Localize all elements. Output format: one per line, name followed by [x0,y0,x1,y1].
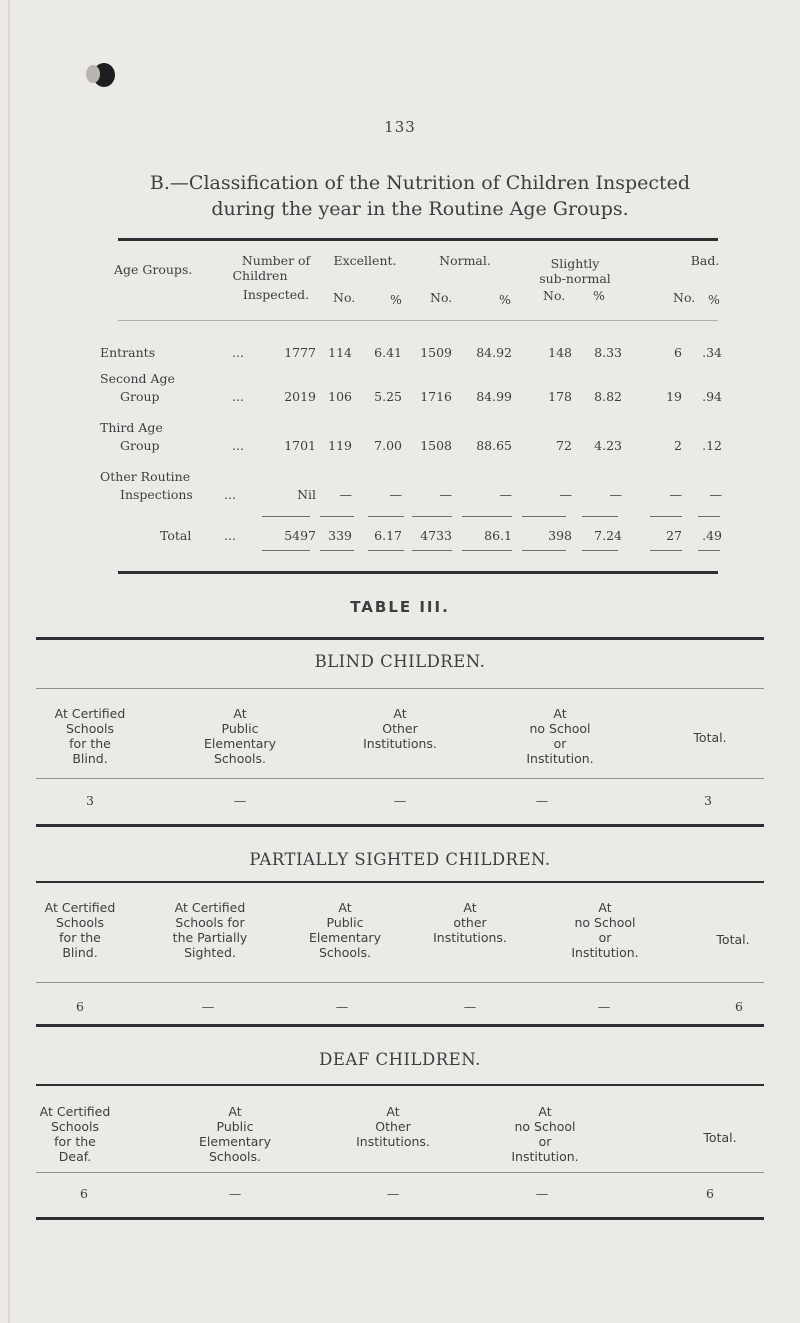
blind-value: — [233,793,247,808]
cell-bad-no: 2 [674,438,682,453]
partial-title-rule [36,881,764,883]
deaf-col1-line: At Certified [39,1104,111,1119]
cell-slight-pct: 8.33 [594,345,622,360]
cell-exc-pct: 5.25 [374,389,402,404]
cell-slight-no: 178 [548,389,572,404]
partial-col2-line: the Partially [172,930,248,945]
col-head-normal: Normal. [439,253,491,268]
row-leader: ... [224,487,236,502]
partial-value: — [463,999,477,1014]
blind-col2-line: Public [221,721,259,736]
cell-exc-pct: 6.41 [374,345,402,360]
row-label: Other Routine [100,469,191,484]
col-head-norm-no: No. [430,290,453,305]
blind-top-rule [36,637,764,640]
deaf-value: 6 [80,1186,88,1201]
total-bad-no: 27 [666,528,682,543]
col-head-number-2: Children [232,268,288,283]
cell-norm-pct: 84.92 [476,345,512,360]
partial-col1-line: Schools [55,915,104,930]
cell-inspected: 1701 [284,438,316,453]
deaf-col4-line: Institution. [511,1149,579,1164]
cell-inspected: 2019 [284,389,316,404]
partial-value: 6 [735,999,743,1014]
partial-value: — [201,999,215,1014]
col-head-bad-no: No. [673,290,696,305]
deaf-col4-line: no School [514,1119,576,1134]
partial-col3-line: Schools. [319,945,371,960]
table-iii-title: TABLE III. [350,598,450,616]
blind-col-certified [30,706,150,766]
cell-exc-no: 106 [328,389,352,404]
cell-inspected: 1777 [284,345,316,360]
col-head-number-1: Number of [241,253,311,268]
cell-bad-pct: .34 [702,345,722,360]
partial-bottom-rule [36,1024,764,1027]
cell-norm-no: 1716 [420,389,452,404]
cell-norm-no: 1508 [420,438,452,453]
blind-col-other [340,706,460,751]
partial-col2-line: Schools for [175,915,245,930]
partial-col5-line: or [598,930,612,945]
blind-col2-line: Schools. [214,751,266,766]
deaf-col3-line: At [386,1104,400,1119]
blind-value: — [393,793,407,808]
total-exc-pct: 6.17 [374,528,402,543]
blind-title-rule [36,688,764,689]
blind-col-total: Total. [693,730,727,745]
col-head-slight-pct: % [593,288,605,303]
partial-value: — [335,999,349,1014]
row-leader: ... [232,389,244,404]
blind-col1-line: Schools [65,721,114,736]
deaf-col-total: Total. [703,1130,737,1145]
blind-header-rule [36,778,764,779]
blind-col4-line: no School [529,721,591,736]
cell-bad-pct: — [709,487,722,502]
cell-exc-no: — [339,487,352,502]
col-head-slight-no: No. [543,288,566,303]
cell-exc-pct: 7.00 [374,438,402,453]
deaf-col2-line: Public [216,1119,254,1134]
deaf-col1-line: Schools [50,1119,99,1134]
partial-col4-line: other [453,915,487,930]
blind-title: BLIND CHILDREN. [314,652,486,671]
blind-col4-line: or [553,736,567,751]
partial-header-rule [36,982,764,983]
cell-norm-pct: 88.65 [476,438,512,453]
cell-bad-no: — [669,487,682,502]
total-slight-pct: 7.24 [594,528,622,543]
partial-col3-line: Elementary [309,930,381,945]
partial-col-certified-partial [150,900,270,960]
partial-col4-line: At [463,900,477,915]
total-bad-pct: .49 [702,528,722,543]
cell-norm-pct: — [499,487,512,502]
col-head-exc-pct: % [390,292,402,307]
col-head-slightly-1: Slightly [550,256,600,271]
partial-col-total: Total. [716,932,750,947]
blind-col3-line: At [393,706,407,721]
deaf-value: — [535,1186,549,1201]
cell-slight-pct: — [609,487,622,502]
total-exc-no: 339 [328,528,352,543]
deaf-col4-line: At [538,1104,552,1119]
heading-line-1: B.—Classification of the Nutrition of Children Inspected [149,172,691,194]
deaf-col1-line: for the [54,1134,96,1149]
blind-col1-line: At Certified [54,706,126,721]
col-head-exc-no: No. [333,290,356,305]
ink-blot [84,62,118,88]
partial-col-certified-blind [30,900,130,960]
partial-col-other [410,900,530,945]
partial-col1-line: for the [59,930,101,945]
blind-col2-line: Elementary [204,736,276,751]
deaf-col1-line: Deaf. [58,1149,92,1164]
deaf-header-rule [36,1172,764,1173]
col-head-bad: Bad. [690,253,720,268]
cell-slight-no: — [559,487,572,502]
row-leader: ... [232,438,244,453]
cell-norm-no: — [439,487,452,502]
partial-col4-line: Institutions. [433,930,507,945]
partial-col-public [290,900,400,960]
blind-col4-line: Institution. [526,751,594,766]
col-head-excellent: Excellent. [333,253,397,268]
col-head-number-3: Inspected. [242,287,310,302]
cell-exc-no: 114 [328,345,352,360]
row-label-cont: Group [120,438,160,453]
table-top-rule [118,238,718,241]
blind-value: 3 [704,793,712,808]
deaf-value: — [228,1186,242,1201]
deaf-col4-line: or [538,1134,552,1149]
partial-col-no-school [545,900,665,960]
blind-col1-line: for the [69,736,111,751]
total-slight-no: 398 [548,528,572,543]
deaf-col3-line: Institutions. [356,1134,430,1149]
deaf-title: DEAF CHILDREN. [319,1050,481,1069]
total-norm-pct: 86.1 [484,528,512,543]
deaf-col-other [333,1104,453,1149]
deaf-col2-line: Schools. [209,1149,261,1164]
total-norm-no: 4733 [420,528,452,543]
partial-value: — [597,999,611,1014]
col-head-norm-pct: % [499,292,511,307]
row-label: Second Age [100,371,175,386]
partial-col5-line: Institution. [571,945,639,960]
blind-value: — [535,793,549,808]
cell-bad-no: 19 [666,389,682,404]
partial-col2-line: Sighted. [184,945,236,960]
page-heading [120,170,720,222]
partial-title: PARTIALLY SIGHTED CHILDREN. [249,850,551,869]
cell-slight-no: 148 [548,345,572,360]
partial-col5-line: no School [574,915,636,930]
deaf-title-rule [36,1084,764,1086]
partial-col1-line: At Certified [44,900,116,915]
cell-exc-pct: — [389,487,402,502]
row-label-cont: Inspections [120,487,193,502]
blind-bottom-rule [36,824,764,827]
cell-norm-no: 1509 [420,345,452,360]
cell-norm-pct: 84.99 [476,389,512,404]
row-leader: ... [224,528,236,543]
blind-col4-line: At [553,706,567,721]
total-inspected: 5497 [284,528,316,543]
col-head-slightly-2: sub-normal [539,271,611,286]
blind-col2-line: At [233,706,247,721]
cell-bad-pct: .12 [702,438,722,453]
deaf-col2-line: At [228,1104,242,1119]
blind-col-no-school [500,706,620,766]
cell-exc-no: 119 [328,438,352,453]
row-leader: ... [232,345,244,360]
header-underline [118,320,718,321]
deaf-col2-line: Elementary [199,1134,271,1149]
cell-bad-no: 6 [674,345,682,360]
cell-slight-pct: 8.82 [594,389,622,404]
partial-col1-line: Blind. [62,945,98,960]
deaf-value: 6 [706,1186,714,1201]
deaf-col-public [175,1104,295,1164]
cell-slight-pct: 4.23 [594,438,622,453]
deaf-bottom-rule [36,1217,764,1220]
heading-line-2: during the year in the Routine Age Groups. [211,198,629,220]
partial-col5-line: At [598,900,612,915]
cell-bad-pct: .94 [702,389,722,404]
blind-col3-line: Institutions. [363,736,437,751]
partial-col3-line: Public [326,915,364,930]
page-number: 133 [384,118,416,136]
partial-col3-line: At [338,900,352,915]
blind-col1-line: Blind. [72,751,108,766]
row-label-cont: Group [120,389,160,404]
deaf-value: — [386,1186,400,1201]
col-head-age-groups: Age Groups. [114,262,193,277]
deaf-col3-line: Other [375,1119,411,1134]
cell-inspected: Nil [297,487,316,502]
row-label: Third Age [100,420,163,435]
row-label: Entrants [100,345,156,360]
partial-value: 6 [76,999,84,1014]
blind-col3-line: Other [382,721,418,736]
blind-value: 3 [86,793,94,808]
cell-slight-no: 72 [556,438,572,453]
total-label: Total [160,528,192,543]
blind-col-public [180,706,300,766]
partial-col2-line: At Certified [174,900,246,915]
deaf-col-no-school [485,1104,605,1164]
deaf-col-certified [20,1104,130,1164]
table-bottom-rule [118,571,718,574]
col-head-bad-pct: % [708,292,720,307]
